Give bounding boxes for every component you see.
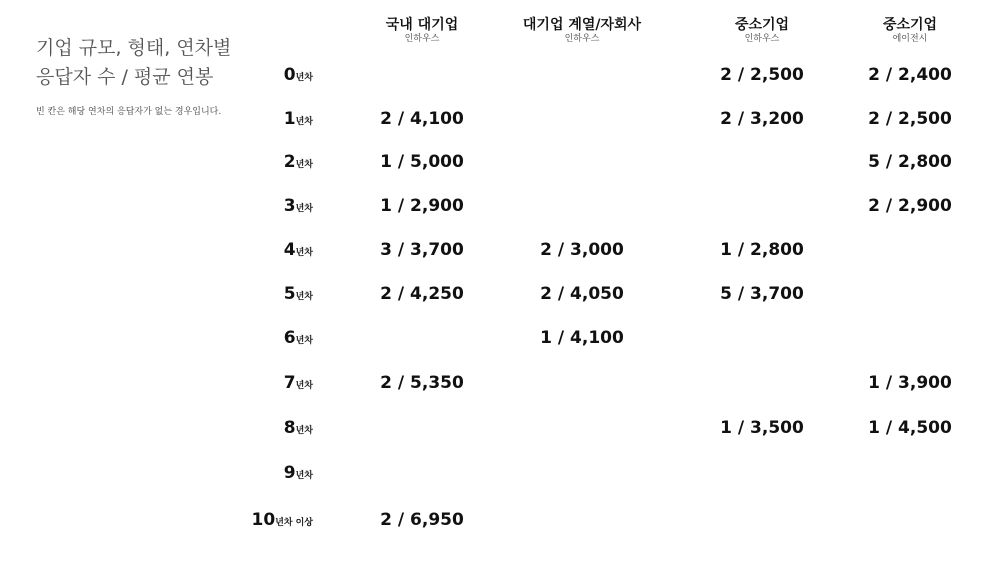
table-cell: 2 / 4,050 [540, 284, 624, 304]
table-cell: 1 / 3,500 [720, 418, 804, 438]
row-year-number: 7 [283, 373, 296, 393]
table-cell: 2 / 2,900 [868, 196, 952, 216]
row-year-number: 10 [251, 510, 276, 530]
row-label-4 [284, 240, 313, 260]
table-cell: 2 / 2,500 [868, 109, 952, 129]
column-header-1 [523, 16, 641, 45]
row-year-unit: 년차 [275, 518, 293, 528]
table-cell: 1 / 3,900 [868, 373, 952, 393]
column-header-subtitle: 인하우스 [564, 34, 600, 44]
column-header-title: 중소기업 [882, 17, 938, 33]
row-year-unit: 년차 [295, 292, 313, 302]
row-year-extra: 이상 [295, 518, 313, 528]
row-label-0 [284, 65, 313, 85]
table-cell: 2 / 4,100 [380, 109, 464, 129]
empty-cell-note: 빈 칸은 해당 연차의 응답자가 없는 경우입니다. [36, 107, 222, 117]
row-year-unit: 년차 [295, 160, 313, 170]
column-header-subtitle: 인하우스 [404, 34, 440, 44]
title-line-1: 기업 규모, 형태, 연차별 [36, 37, 232, 59]
column-header-title: 대기업 계열/자회사 [522, 17, 642, 33]
column-header-subtitle: 인하우스 [744, 34, 780, 44]
row-year-unit: 년차 [295, 248, 313, 258]
table-cell: 2 / 2,500 [720, 65, 804, 85]
row-year-number: 5 [283, 284, 296, 304]
row-year-unit: 년차 [295, 336, 313, 346]
page-title [36, 34, 231, 92]
row-label-1 [284, 109, 313, 129]
table-cell: 1 / 5,000 [380, 152, 464, 172]
column-header-2 [735, 16, 789, 45]
row-label-7 [284, 373, 313, 393]
table-cell: 5 / 3,700 [720, 284, 804, 304]
row-label-6 [284, 328, 313, 348]
table-cell: 2 / 3,200 [720, 109, 804, 129]
row-label-8 [284, 418, 313, 438]
table-cell: 1 / 4,100 [540, 328, 624, 348]
table-cell: 2 / 3,000 [540, 240, 624, 260]
row-label-9 [284, 463, 313, 483]
table-cell: 5 / 2,800 [868, 152, 952, 172]
row-year-number: 0 [283, 65, 296, 85]
row-year-number: 4 [283, 240, 296, 260]
table-cell: 2 / 4,250 [380, 284, 464, 304]
column-header-title: 국내 대기업 [385, 17, 459, 33]
title-line-2: 응답자 수 / 평균 연봉 [36, 66, 214, 88]
row-label-5 [284, 284, 313, 304]
row-year-number: 6 [283, 328, 296, 348]
row-year-unit: 년차 [295, 73, 313, 83]
row-year-number: 1 [283, 109, 296, 129]
row-label-10 [252, 510, 313, 530]
table-cell: 2 / 6,950 [380, 510, 464, 530]
row-year-unit: 년차 [295, 117, 313, 127]
row-label-2 [284, 152, 313, 172]
row-label-3 [284, 196, 313, 216]
table-cell: 2 / 5,350 [380, 373, 464, 393]
row-year-unit: 년차 [295, 426, 313, 436]
row-year-number: 3 [283, 196, 296, 216]
table-cell: 1 / 2,800 [720, 240, 804, 260]
column-header-3 [883, 16, 937, 45]
column-header-subtitle: 에이전시 [892, 34, 928, 44]
column-header-title: 중소기업 [734, 17, 790, 33]
column-header-0 [386, 16, 459, 45]
table-cell: 3 / 3,700 [380, 240, 464, 260]
table-cell: 2 / 2,400 [868, 65, 952, 85]
row-year-number: 8 [283, 418, 296, 438]
table-cell: 1 / 2,900 [380, 196, 464, 216]
row-year-unit: 년차 [295, 381, 313, 391]
row-year-unit: 년차 [295, 204, 313, 214]
row-year-number: 9 [283, 463, 296, 483]
table-cell: 1 / 4,500 [868, 418, 952, 438]
row-year-unit: 년차 [295, 471, 313, 481]
row-year-number: 2 [283, 152, 296, 172]
